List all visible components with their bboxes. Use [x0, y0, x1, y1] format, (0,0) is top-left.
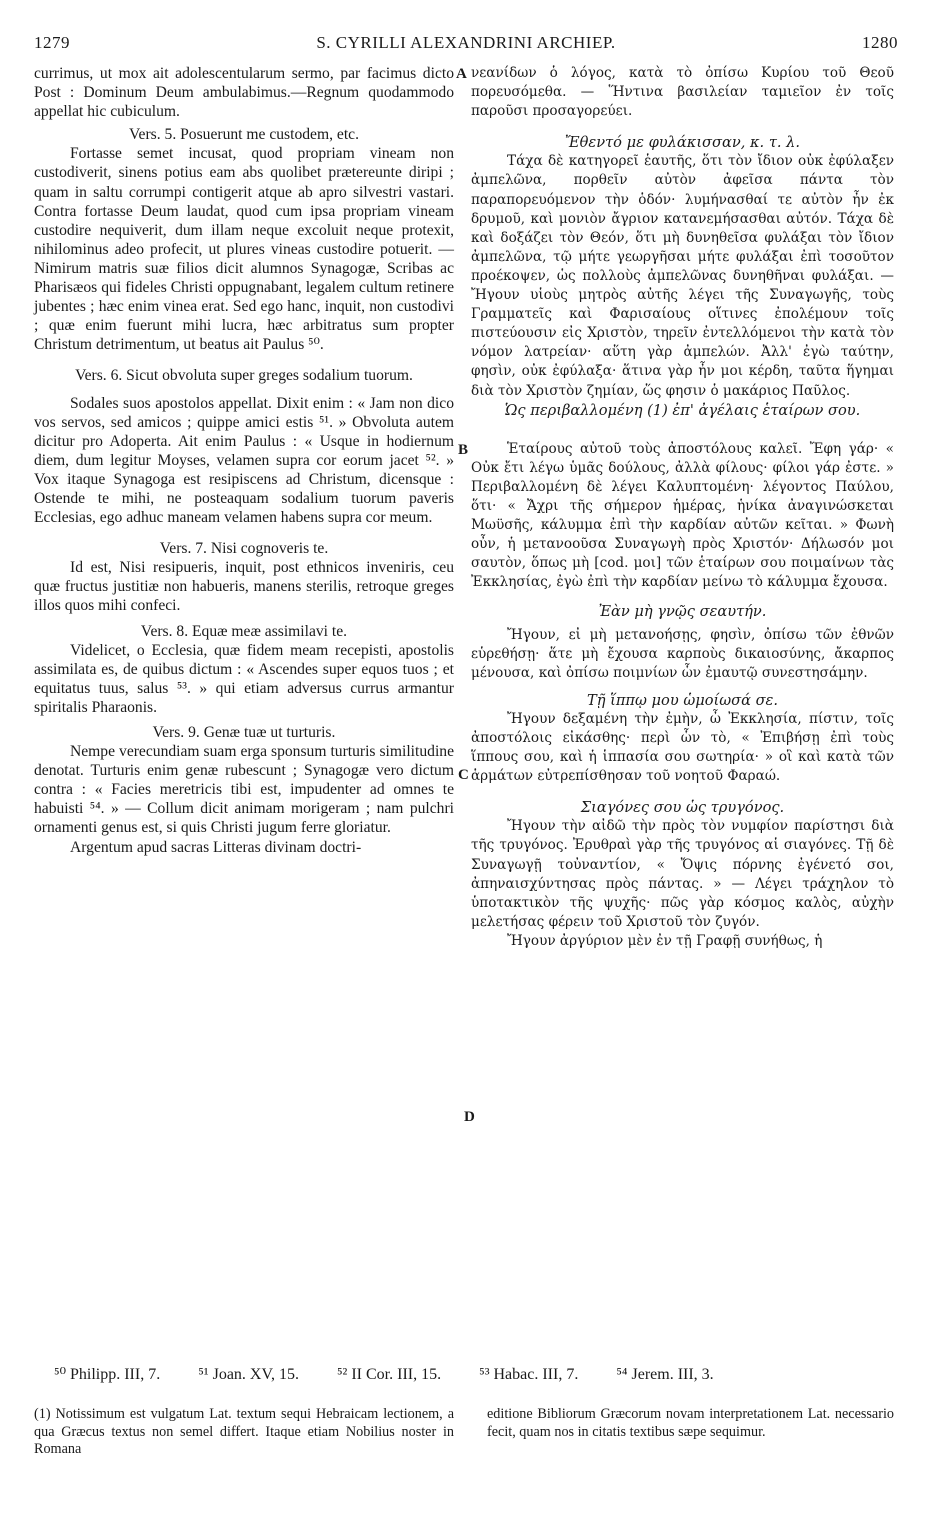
greek-verse-heading: Σιαγόνες σου ὡς τρυγόνος.: [580, 799, 785, 817]
greek-paragraph: Ἑταίρους αὐτοῦ τοὺς ἀποστόλους καλεῖ. Ἔφη γάρ· « Οὐκ ἔτι λέγω ὑμᾶς δούλους, ἀλλὰ φίλους· φίλοι γάρ ἐστε. » Περιβαλλομένη δὲ λέγει Καλυπτομένη· λέγοντος Παύλου, ὅτι· « Ἄχρι τῆς σήμερον ἡμέρας, ἡνίκα ἀναγινώσκεται Μωϋσῆς, κάλυμμα ἐπὶ τὴν καρδίαν αὐτῶν κεῖται. » Φωνὴ οὖν, ἡ μετανοοῦσα Συναγωγὴ πρὸς Χριστόν· Δήλωσόν μοι σαυτὸν, ὅπως μὴ [cod. μοι] τῶν ἑταίρων σου ποιμαίνων τὰς Ἐκκλησίας, ἐγὼ ἐπὶ τὴν καρδίαν μείνω τὸ κάλυμμα ἔχουσα.: [471, 440, 894, 591]
footnote-left: (1) Notissimum est vulgatum Lat. textum sequi Hebraicam lectionem, a qua Græcus textus non semel differt. Itaque etiam Nobilius noster in Romana: [34, 1406, 454, 1457]
page-number-left: 1279: [34, 33, 70, 52]
greek-paragraph: Ἤγουν ἀργύριον μὲν ἐν τῇ Γραφῇ συνήθως, ἡ: [507, 932, 823, 949]
latin-paragraph: Fortasse semet incusat, quod propriam vineam non custodiverit, sinens potius eam abs quolibet prætereunte diripi ; quam in saltu corrumpi contigerit atque ab apro silvestri vastari. Contra fortasse Deum laudat, quod cum ipsa propriam vineam custodire nequiverit, dum illam neque excoluit neque protexit, nihilominus adeo profecit, ut plures vineas custodire potuerit. — Nimirum matris suæ filios dicit alumnos Synagogæ, Scribas ac Pharisæos qui fideles Christi oppugnabant, legalem cultum retinere jubentes ; hæc enim vinea erat. Sed ego hanc, inquit, non custodivi ; quæ enim fuerunt mihi lucra, hæc arbitratus sum propter Christum detrimentum, ut beatus ait Paulus ⁵⁰.: [34, 145, 454, 354]
latin-verse-heading: Vers. 9. Genæ tuæ ut turturis.: [152, 724, 336, 741]
latin-paragraph: Id est, Nisi resipueris, inquit, post ethnicos inveniris, ceu quæ fructus justitiæ non habueris, manens sterilis, retroque greges illos quos mihi confeci.: [34, 559, 454, 615]
greek-verse-heading: Ἐὰν μὴ γνῷς σεαυτήν.: [598, 603, 767, 621]
section-marker-a: A: [456, 66, 467, 82]
greek-paragraph: Ἤγουν, εἰ μὴ μετανοήσῃς, φησὶν, ὀπίσω τῶν ἐθνῶν εὑρεθήσῃ· ἅτε μὴ ἔχουσα καρποὺς δικαιοσύνης, ἄκαρπος μένουσα, καὶ ὀπίσω ποιμνίων ὧν ἐμαυτῷ συνεστησάμην.: [471, 626, 894, 681]
greek-column: [471, 64, 894, 951]
greek-verse-heading: Ἔθεντό με φυλάκισσαν, κ. τ. λ.: [564, 134, 801, 152]
latin-paragraph: Sodales suos apostolos appellat. Dixit enim : « Jam non dico vos servos, sed amicos ; quippe amici estis ⁵¹. » Obvoluta autem dicitur pro Adoperta. Ait enim Paulus : « Usque in hodiernum diem, dum legitur Moyses, velamen supra cor eorum jacet ⁵². » Vox itaque Synagoga est resipiscens ad Christum, dicensque : Ostende te mihi, ne posteaquam sodalium tuorum paveris Ecclesias, ego adhuc maneam velamen habens supra cor meum.: [34, 394, 454, 527]
latin-verse-heading: Vers. 5. Posuerunt me custodem, etc.: [129, 126, 359, 144]
latin-paragraph: currimus, ut mox ait adolescentularum sermo, par facimus dicto Post : Dominum Deum ambulabimus.—Regnum quodammodo appellat hic cubiculum.: [34, 65, 454, 121]
greek-paragraph: Τάχα δὲ κατηγορεῖ ἑαυτῆς, ὅτι τὸν ἴδιον οὐκ ἐφύλαξεν ἀμπελῶνα, πορθεῖν αὐτὸν ἀφεῖσα πάντα τὸν παραπορευόμενον τὴν ὁδόν· λυμήνασθαί τε αὐτὸν ἦν ἐκ δρυμοῦ, καὶ μονιὸν ἄγριον κατανεμήσασθαι αὐτόν. Τάχα δὲ καὶ δοξάζει τὸν Θεόν, ὅτι μὴ δυνηθεῖσα φυλάξαι τὸν ἴδιον ἀμπελῶνα, τῷ μήτε γεωργῆσαι μήτε φυλάξαι ἐπὶ τοσοῦτον προέκοψεν, ὡς πολλοὺς ἀμπελῶνας δυνηθῆναι φυλάξαι. — Ἤγουν υἱοὺς μητρὸς αὐτῆς λέγει τῆς Συναγωγῆς, τοὺς Γραμματεῖς καὶ Φαρισαίους οἵτινες ἐπολέμουν τοῖς πιστεύουσιν εἰς Χριστὸν, τηρεῖν ἐντελλόμενοι τὴν κατὰ τὸν νόμον λατρείαν· αὕτη γὰρ ἀμπελών. Ἀλλ' ἐγὼ ταύτην, φησὶν, οὐκ ἐφύλαξα· ἅτινα γὰρ ἦν μοι κέρδη, ταῦτα ἥγημαι διὰ τὸν Χριστὸν ζημίαν, ὥς φησιν ὁ μακάριος Παῦλος.: [471, 153, 894, 399]
scripture-references: [54, 1364, 898, 1384]
latin-column: [34, 64, 454, 857]
running-header: [34, 33, 898, 59]
page-number-right: 1280: [862, 33, 898, 52]
scripture-reference: ⁵⁰ Philipp. III, 7.: [54, 1366, 161, 1383]
scripture-reference: ⁵⁴ Jerem. III, 3.: [616, 1366, 714, 1383]
greek-paragraph: νεανίδων ὁ λόγος, κατὰ τὸ ὀπίσω Κυρίου τοῦ Θεοῦ πορευσόμεθα. — Ἥντινα βασιλείαν ταμιεῖον ἐν τοῖς παροῦσι προσαγορεύει.: [471, 65, 894, 120]
scripture-reference: ⁵¹ Joan. XV, 15.: [198, 1366, 299, 1383]
greek-paragraph: Ἤγουν τὴν αἰδῶ τὴν πρὸς τὸν νυμφίον παρίστησι διὰ τῆς τρυγόνος. Ἐρυθραὶ γὰρ τῆς τρυγόνος αἱ σιαγόνες. Τῇ δὲ Συναγωγῇ τοὐναντίον, « Ὄψις πόρνης ἐγένετό σοι, ἀπηναισχύντησας πρὸς πάντας. » — Λέγει τράχηλον τὸ ὑποτακτικὸν τῆς ψυχῆς· πῶς γὰρ κόσμος καλὸς, αὐχὴν μελετήσας φέρειν τοῦ Χριστοῦ τὸν ζυγόν.: [471, 818, 894, 930]
footnote-right: editione Bibliorum Græcorum novam interpretationem Lat. necessario fecit, quam nos in citatis textibus sæpe sequimur.: [487, 1406, 894, 1440]
scripture-reference: ⁵² II Cor. III, 15.: [336, 1366, 442, 1383]
greek-verse-heading: Ὡς περιβαλλομένη (1) ἐπ' ἀγέλαις ἑταίρων σου.: [504, 401, 861, 419]
latin-verse-heading: Vers. 6. Sicut obvoluta super greges sodalium tuorum.: [75, 367, 413, 385]
section-marker-c: C: [458, 767, 469, 783]
latin-paragraph: Argentum apud sacras Litteras divinam doctri-: [70, 838, 362, 856]
latin-verse-heading: Vers. 8. Equæ meæ assimilavi te.: [140, 622, 348, 640]
running-title: S. CYRILLI ALEXANDRINI ARCHIEP.: [316, 33, 616, 52]
section-marker-b: B: [458, 442, 469, 458]
greek-paragraph: Ἤγουν δεξαμένη τὴν ἐμὴν, ὦ Ἐκκλησία, πίστιν, τοῖς ἀποστόλοις εἰκάσθης· περὶ ὧν τὸ, « Ἐπιβήσῃ ἐπὶ τοὺς ἵππους σου, καὶ ἡ ἱππασία σου σωτηρία· » οἳ καὶ κατὰ τῶν ἁρμάτων εὐτρεπίσθησαν τοῦ νοητοῦ Φαραώ.: [471, 710, 894, 785]
greek-verse-heading: Τῇ ἵππῳ μου ὡμοίωσά σε.: [586, 691, 779, 709]
scripture-reference: ⁵³ Habac. III, 7.: [479, 1366, 579, 1383]
section-marker-d: D: [464, 1109, 475, 1125]
latin-paragraph: Nempe verecundiam suam erga sponsum turturis similitudine denotat. Turturis enim genæ rubescunt ; Synagogæ vero dictum contra : « Facies meretricis tibi est, impudenter ad omnes te habuisti ⁵⁴. » — Collum dicit animam morigeram ; nam pulchri ornamenti genus est, si quis Christi jugum ferre gloriatur.: [34, 743, 454, 837]
latin-verse-heading: Vers. 7. Nisi cognoveris te.: [159, 540, 329, 558]
latin-paragraph: Videlicet, o Ecclesia, quæ fidem meam recepisti, apostolis assimilata es, de quibus dictum : « Ascendes super equos tuos ; et equitatus tuus, salus ⁵³. » qui etiam adversus currus armantur spiritalis Pharaonis.: [34, 641, 454, 716]
